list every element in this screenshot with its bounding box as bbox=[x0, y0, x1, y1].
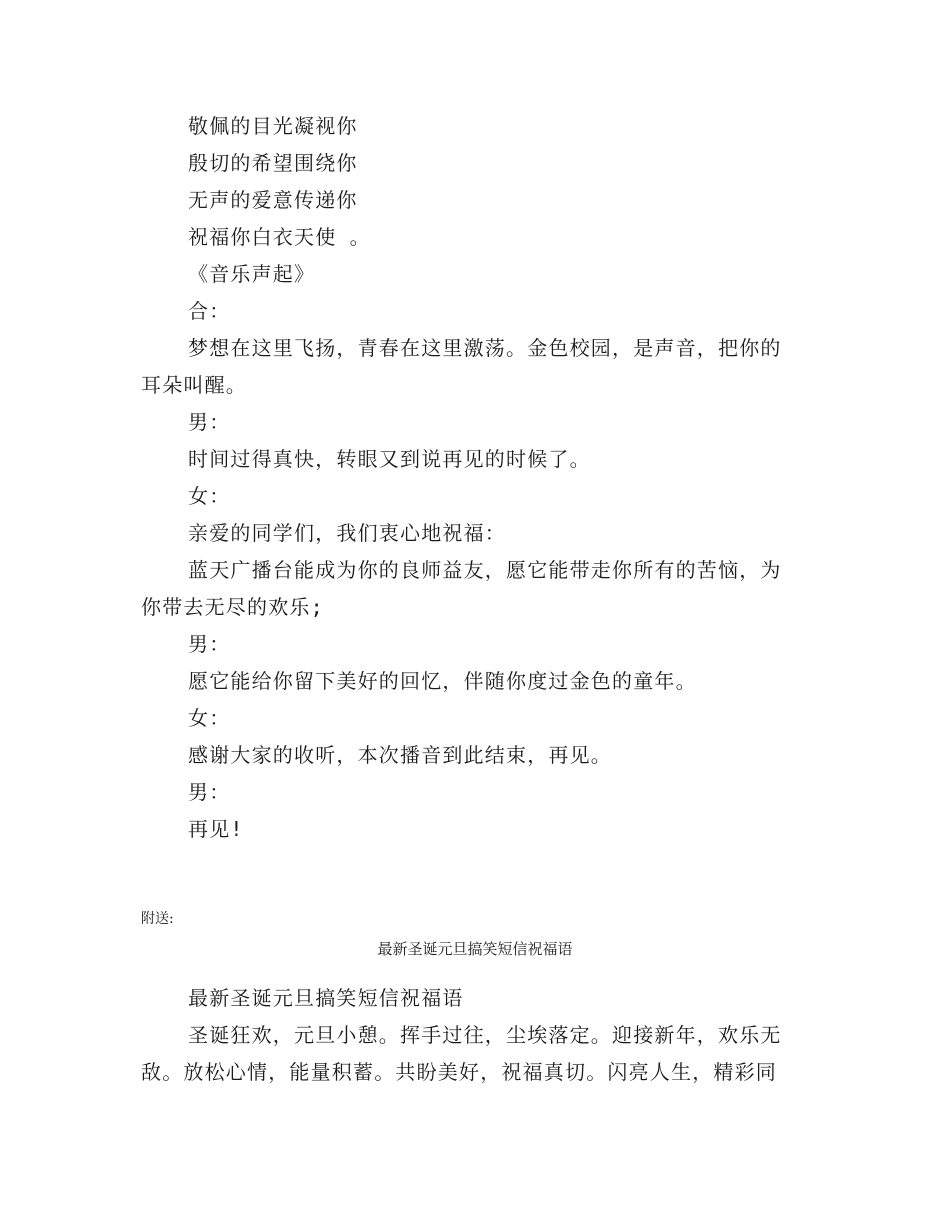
paragraph: 时间过得真快，转眼又到说再见的时候了。 bbox=[188, 447, 591, 471]
paragraph: 再见! bbox=[188, 817, 244, 841]
paragraph: 女： bbox=[188, 484, 231, 508]
paragraph: 祝福你白衣天使 。 bbox=[188, 225, 371, 249]
paragraph: 蓝天广播台能成为你的良师益友，愿它能带走你所有的苦恼，为你带去无尽的欢乐; bbox=[141, 558, 782, 619]
document-body bbox=[141, 108, 801, 848]
paragraph: 《音乐声起》 bbox=[188, 262, 316, 286]
appendix-body bbox=[141, 980, 801, 1091]
paragraph: 女： bbox=[188, 706, 231, 730]
paragraph: 圣诞狂欢，元旦小憩。挥手过往，尘埃落定。迎接新年，欢乐无敌。放松心情，能量积蓄。共盼美好，祝福真切。闪亮人生，精彩同 bbox=[141, 1023, 782, 1084]
paragraph: 梦想在这里飞扬，青春在这里激荡。金色校园，是声音，把你的耳朵叫醒。 bbox=[141, 336, 782, 397]
paragraph: 感谢大家的收听，本次播音到此结束，再见。 bbox=[188, 743, 612, 767]
paragraph: 亲爱的同学们，我们衷心地祝福： bbox=[188, 521, 506, 545]
paragraph: 男： bbox=[188, 780, 231, 804]
paragraph: 男： bbox=[188, 632, 231, 656]
paragraph: 合： bbox=[188, 299, 231, 323]
appendix-title: 最新圣诞元旦搞笑短信祝福语 bbox=[377, 940, 573, 958]
paragraph: 敬佩的目光凝视你 bbox=[188, 114, 358, 138]
paragraph: 最新圣诞元旦搞笑短信祝福语 bbox=[188, 986, 464, 1010]
paragraph: 愿它能给你留下美好的回忆，伴随你度过金色的童年。 bbox=[188, 669, 697, 693]
appendix-label: 附送: bbox=[141, 911, 174, 927]
paragraph: 男： bbox=[188, 410, 231, 434]
paragraph: 殷切的希望围绕你 bbox=[188, 151, 358, 175]
paragraph: 无声的爱意传递你 bbox=[188, 188, 358, 212]
